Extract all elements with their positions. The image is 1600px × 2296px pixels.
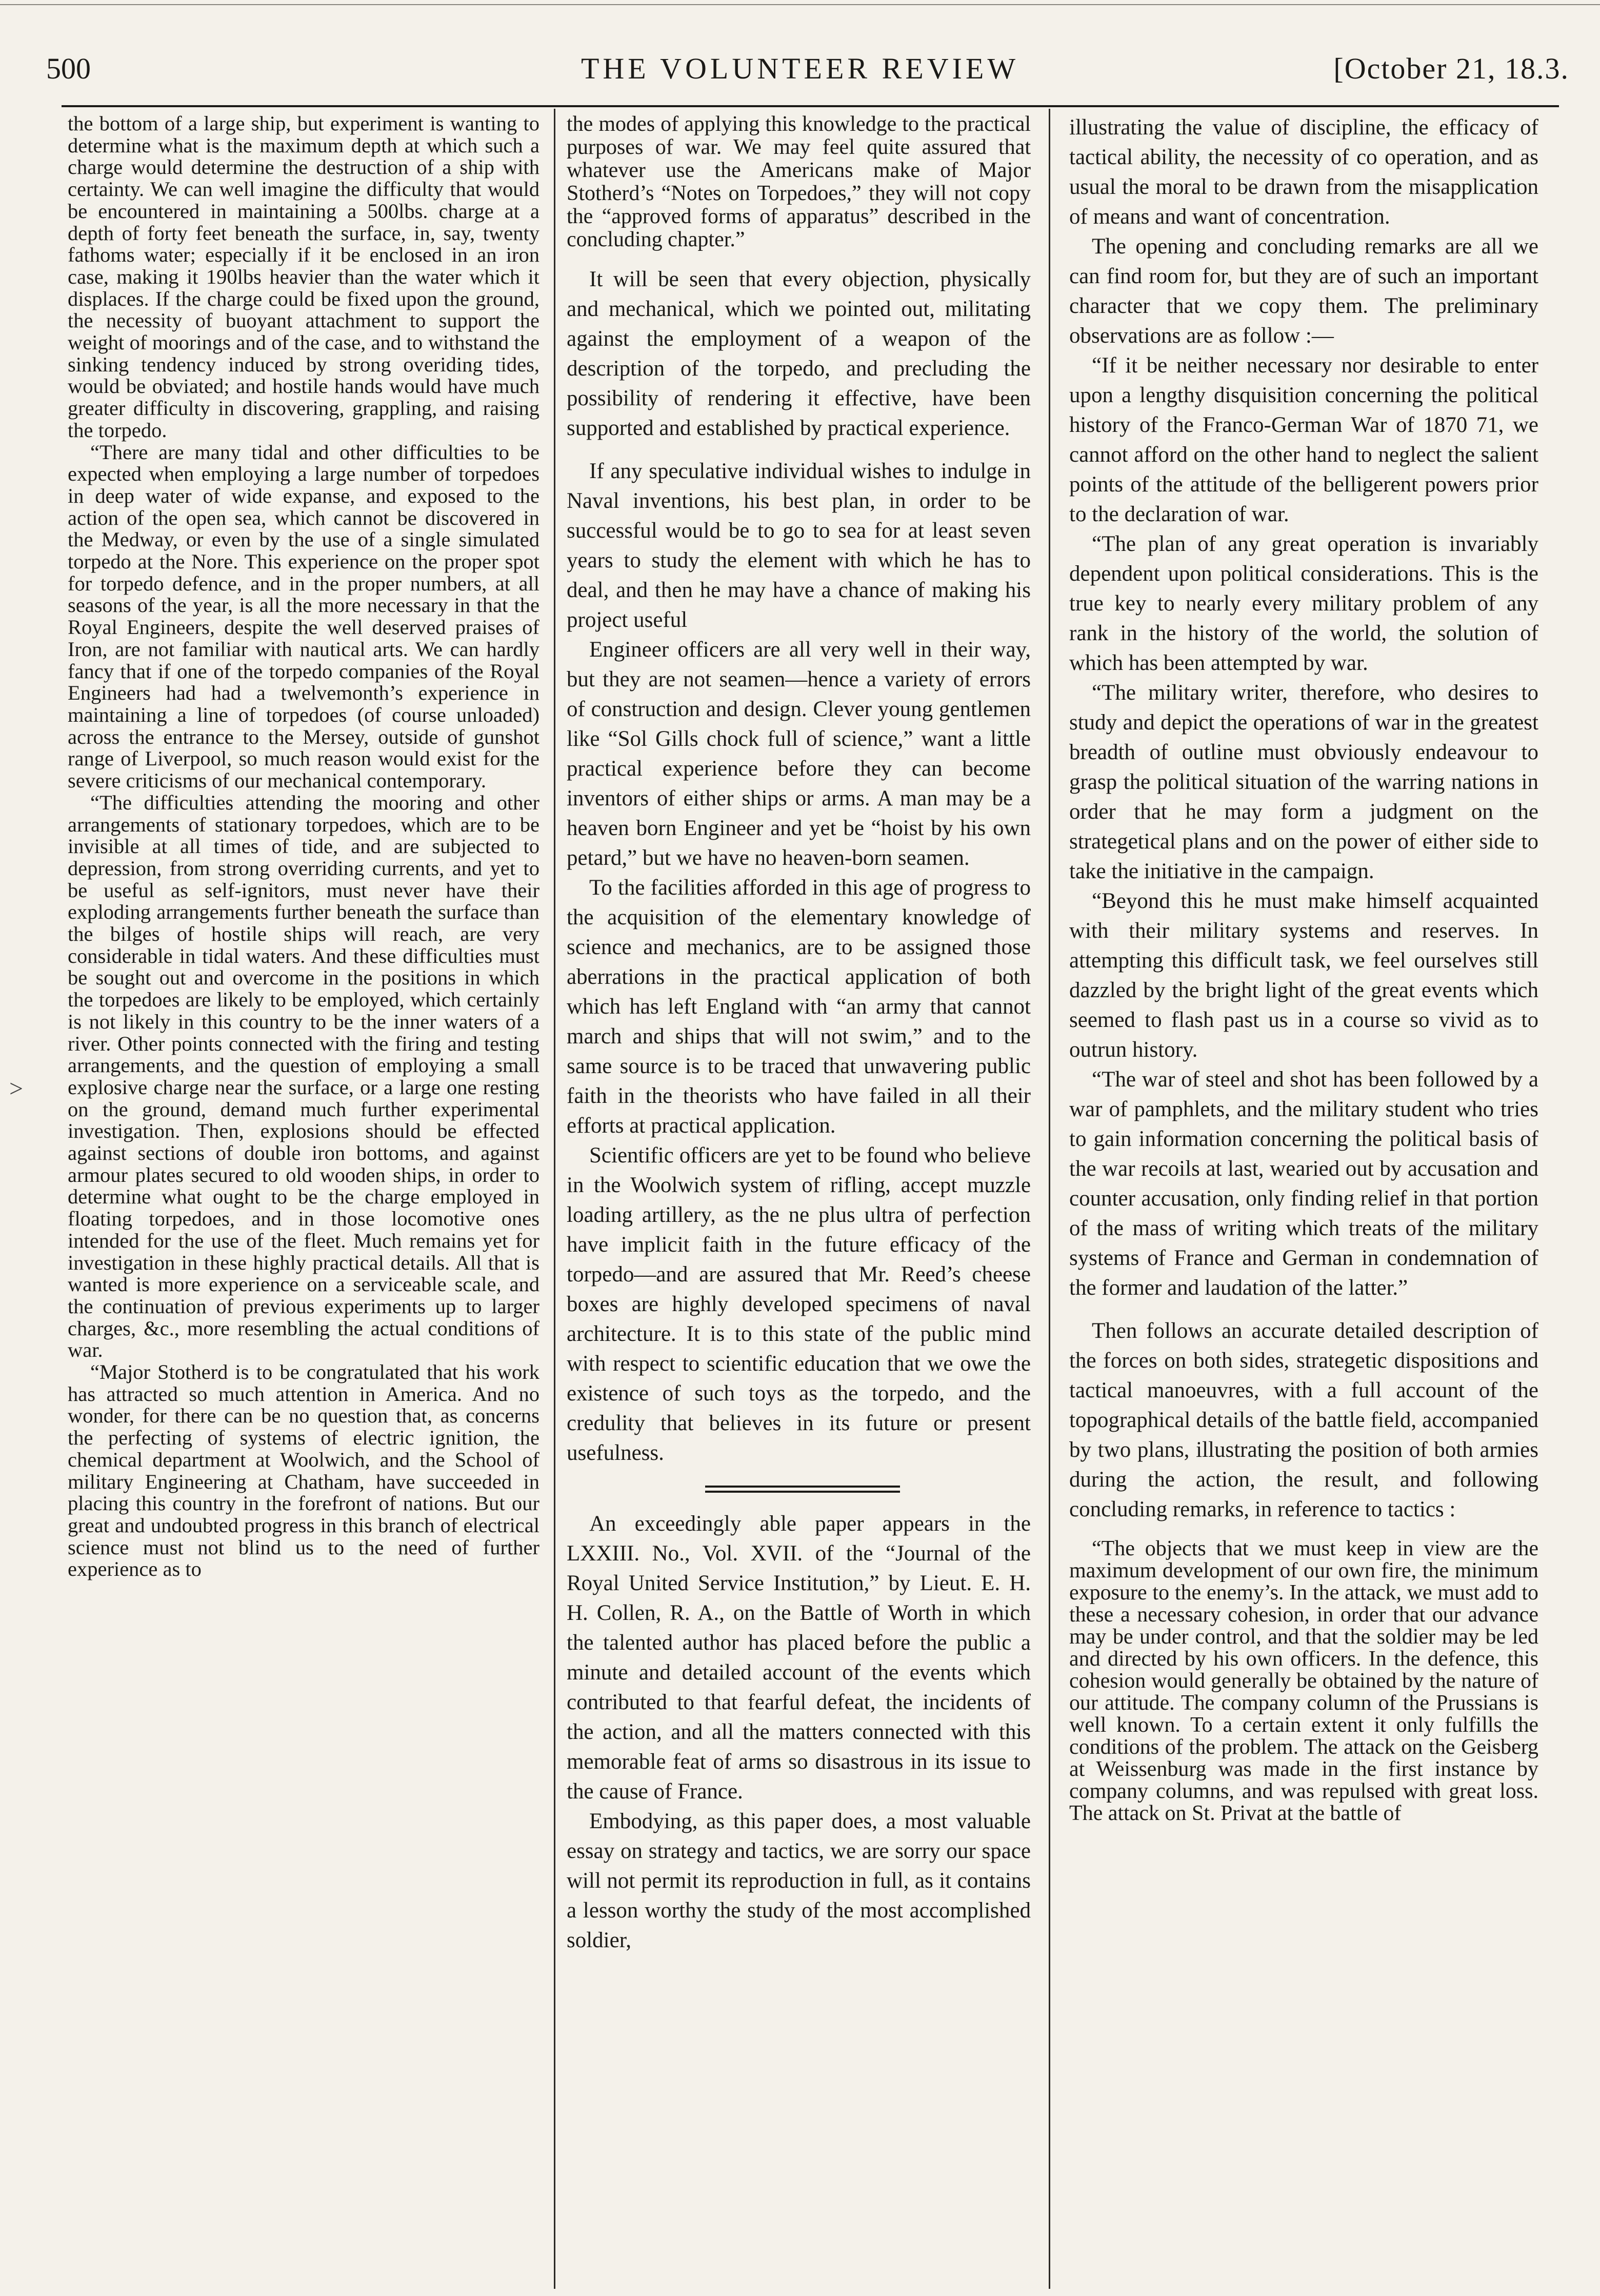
- running-title: THE VOLUNTEER REVIEW: [581, 52, 1019, 85]
- column-3: [1069, 113, 1538, 2288]
- column-3-paragraph: “If it be neither necessary nor desirable to enter upon a lengthy disquisition concerning the political history of the Franco-German War of 1870 71, we cannot afford on the other hand to neglect the salient points of the attitude of the belligerent powers prior to the declaration of war.: [1069, 353, 1538, 526]
- column-2-paragraph: If any speculative individual wishes to indulge in Naval inventions, his best plan, in order to be successful would be to go to sea for at least seven years to study the element with which he has to deal, and then he may have a chance of making his project useful: [567, 459, 1031, 632]
- column-1-paragraph: the bottom of a large ship, but experiment is wanting to determine what is the maximum depth at which such a charge would determine the destruction of a ship with certainty. We can well imagine the difficulty that would be encountered in maintaining a 500lbs. charge at a depth of forty feet beneath the surface, in, say, twenty fathoms water; especially if it be enclosed in an iron case, making it 190lbs heavier than the water which it displaces. If the charge could be fixed upon the ground, the necessity of buoyant attachment to support the weight of moorings and of the case, and to withstand the sinking tendency induced by strong overiding tides, would be obviated; and hostile hands would have much greater difficulty in discovering, grappling, and raising the torpedo.: [68, 113, 539, 442]
- column-3-paragraph: “The plan of any great operation is invariably dependent upon political considerations. This is the true key to nearly every military problem of any rank in the history of the world, the solution of which has been attempted by war.: [1069, 532, 1538, 675]
- column-3-paragraph: “Beyond this he must make himself acquainted with their military systems and reserves. In attempting this difficult task, we feel ourselves still dazzled by the bright light of the great events which seemed to flash past us in a course so vivid as to outrun history.: [1069, 889, 1538, 1062]
- column-2-paragraph: To the facilities afforded in this age of progress to the acquisition of the elementary knowledge of science and mechanics, are to be assigned those aberrations in the practical application of both which has left England with “an army that cannot march and ships that will not swim,” and to the same source is to be traced that unwavering public faith in the theorists who have failed in all their efforts at practical application.: [567, 876, 1031, 1138]
- column-3-paragraph: The opening and concluding remarks are all we can find room for, but they are of such an important character that we copy them. The preliminary observations are as follow :—: [1069, 234, 1538, 348]
- column-1-paragraph: “Major Stotherd is to be congratulated that his work has attracted so much attention in America. And no wonder, for there can be no question that, as concerns the perfecting of systems of electric ignition, the chemical department at Woolwich, and the School of military Engineering at Chatham, have succeeded in placing this country in the forefront of nations. But our great and undoubted progress in this branch of electrical science must not blind us to the need of further experience as to: [68, 1360, 539, 1581]
- column-2-paragraph: Scientific officers are yet to be found who believe in the Woolwich system of rifling, accept muzzle loading artillery, as the ne plus ultra of perfection have implicit faith in the future efficacy of the torpedo—and are assured that Mr. Reed’s cheese boxes are highly developed specimens of naval architecture. It is to this state of the public mind with respect to scientific education that we owe the existence of such toys as the torpedo, and the credulity that believes in its future or present usefulness.: [567, 1143, 1031, 1465]
- page-header: [31, 46, 1569, 103]
- top-border: [0, 0, 1600, 5]
- margin-mark: >: [9, 1075, 24, 1102]
- column-2-paragraph: An exceedingly able paper appears in the LXXIII. No., Vol. XVII. of the “Journal of the Royal United Service Institution,” by Lieut. E. H. H. Collen, R. A., on the Battle of Worth in which the talented author has placed before the public a minute and detailed account of the events which contributed to that fearful defeat, the incidents of the action, and all the matters connected with this memorable feat of arms so disastrous in its issue to the cause of France.: [567, 1512, 1031, 1804]
- column-3-paragraph: “The objects that we must keep in view are the maximum development of our own fire, the minimum exposure to the enemy’s. In the attack, we must add to these a necessary cohesion, in order that our advance may be under control, and that the soldier may be led and directed by his own officers. In the defence, this cohesion would generally be obtained by the nature of our attitude. The company column of the Prussians is well known. To a certain extent it only fulfills the conditions of the problem. The attack on the Geisberg at Weissenburg was made in the first instance by company columns, and was repulsed with great loss. The attack on St. Privat at the battle of: [1069, 1537, 1538, 1825]
- column-3-paragraph: “The war of steel and shot has been followed by a war of pamphlets, and the military student who tries to gain information concerning the political basis of the war recoils at last, wearied out by accusation and counter accusation, only finding relief in that portion of the mass of writing which treats of the military systems of France and German in condemnation of the former and laudation of the latter.”: [1069, 1067, 1538, 1300]
- column-1: [68, 113, 539, 2288]
- column-2-paragraph: the modes of applying this knowledge to the practical purposes of war. We may feel quite assured that whatever use the Americans make of Major Stotherd’s “Notes on Torpedoes,” they will not copy the “approved forms of apparatus” described in the concluding chapter.”: [567, 113, 1031, 251]
- column-2-paragraph: Engineer officers are all very well in their way, but they are not seamen—hence a variety of errors of construction and design. Clever young gentlemen like “Sol Gills chock full of science,” want a little practical experience before they can become inventors of either ships or arms. A man may be a heaven born Engineer and yet be “hoist by his own petard,” but we have no heaven-born seamen.: [567, 638, 1031, 870]
- page-number: 500: [46, 52, 91, 85]
- column-1-paragraph: “There are many tidal and other difficulties to be expected when employing a large number of torpedoes in deep water of wide expanse, and exposed to the action of the open sea, which cannot be discovered in the Medway, or even by the use of a single simulated torpedo at the Nore. This experience on the proper spot for torpedo defence, and in the proper numbers, at all seasons of the year, is all the more necessary in that the Royal Engineers, despite the well deserved praises of Iron, are not familiar with nautical arts. We can hardly fancy that if one of the torpedo companies of the Royal Engineers had had a twelvemonth’s experience in maintaining a line of torpedoes (of course unloaded) across the entrance to the Mersey, outside of gunshot range of Liverpool, so much reason would exist for the severe criticisms of our mechanical contemporary.: [68, 440, 539, 793]
- column-divider-left: [554, 109, 555, 2289]
- column-2-paragraph: It will be seen that every objection, physically and mechanical, which we pointed out, militating against the employment of a weapon of the description of the torpedo, and precluding the possibility of rendering it effective, have been supported and established by practical experience.: [567, 267, 1031, 440]
- column-3-paragraph: Then follows an accurate detailed description of the forces on both sides, strategetic dispositions and tactical manoeuvres, with a full account of the topographical details of the battle field, accompanied by two plans, illustrating the position of both armies during the action, the result, and following concluding remarks, in reference to tactics :: [1069, 1319, 1538, 1521]
- column-2: [567, 113, 1031, 2288]
- column-2-paragraph: Embodying, as this paper does, a most valuable essay on strategy and tactics, we are sorry our space will not permit its reproduction in full, as it contains a lesson worthy the study of the most accomplished soldier,: [567, 1809, 1031, 1952]
- column-3-paragraph: “The military writer, therefore, who desires to study and depict the operations of war in the greatest breadth of outline must obviously endeavour to grasp the political situation of the warring nations in order that he may form a judgment on the strategetical plans and on the power of either side to take the initiative in the campaign.: [1069, 681, 1538, 883]
- issue-date: [October 21, 18.3.: [1333, 52, 1569, 85]
- column-1-paragraph: “The difficulties attending the mooring and other arrangements of stationary torpedoes, which are to be invisible at all times of tide, and are subjected to depression, from strong overriding currents, and yet to be useful as self-ignitors, must never have their exploding arrangements further beneath the surface than the bilges of hostile ships will reach, are very considerable in tidal waters. And these difficulties must be sought out and overcome in the positions in which the torpedoes are likely to be employed, which certainly is not likely in this country to be the inner waters of a river. Other points connected with the firing and testing arrangements, and the question of employing a small explosive charge near the surface, or a large one resting on the ground, demand much further experimental investigation. Then, explosions should be effected against sections of double iron bottoms, and against armour plates secured to old wooden ships, in order to determine what ought to be the charge employed in floating torpedoes, and in those locomotive ones intended for the use of the fleet. Much remains yet for investigation in these highly practical details. All that is wanted is more experience on a serviceable scale, and the continuation of previous experiments up to larger charges, &c., more resembling the actual conditions of war.: [68, 790, 539, 1362]
- section-separator: [567, 1468, 1031, 1509]
- column-3-paragraph: illustrating the value of discipline, the efficacy of tactical ability, the necessity of co operation, and as usual the moral to be drawn from the misapplication of means and want of concentration.: [1069, 115, 1538, 229]
- header-rule: [62, 105, 1559, 107]
- column-divider-right: [1049, 109, 1050, 2289]
